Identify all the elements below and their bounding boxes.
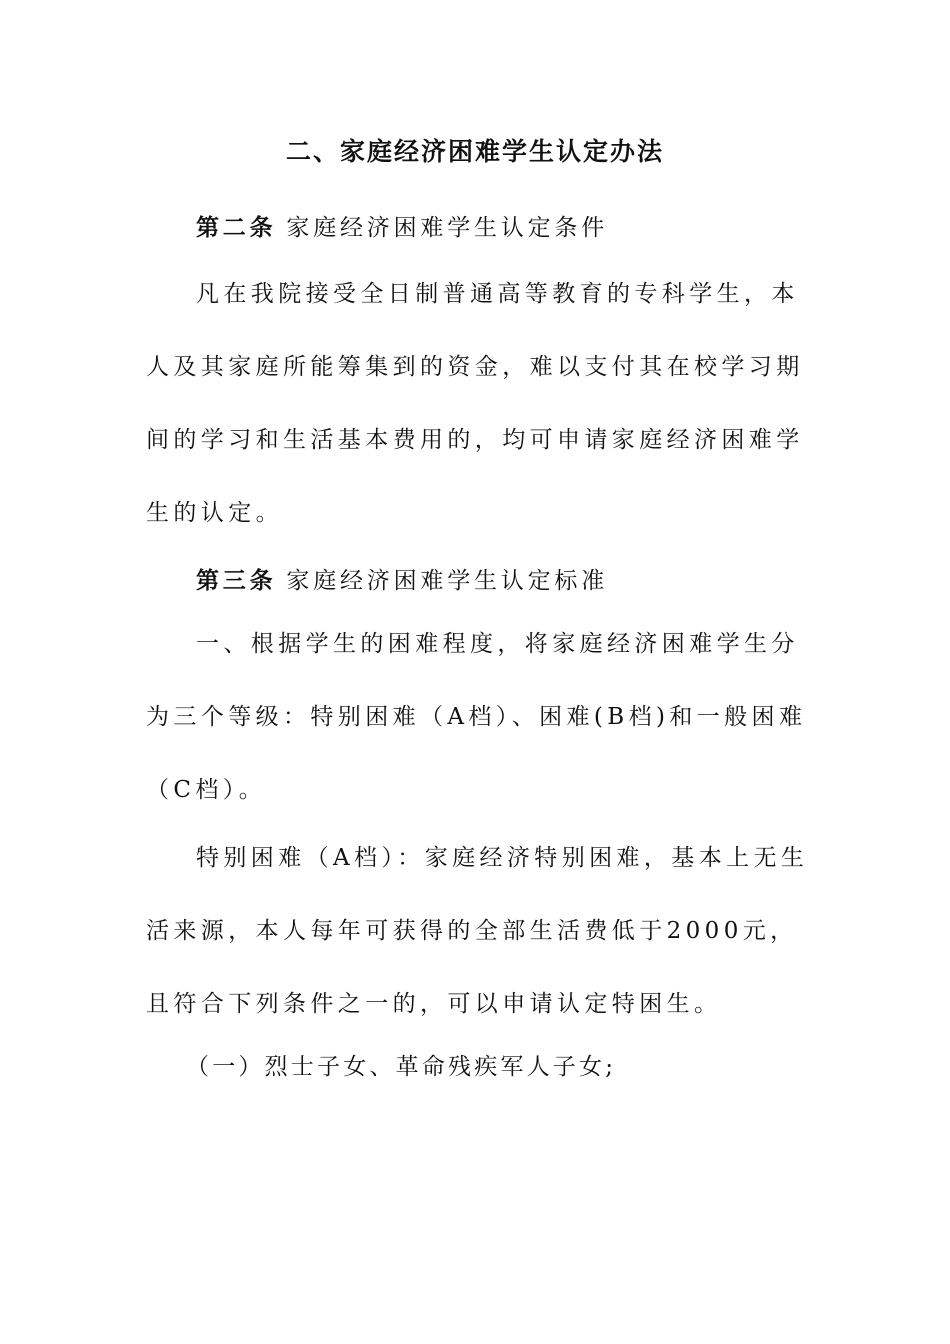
article-3-paragraph-2: 特别困难（A档）：家庭经济特别困难，基本上无生活来源，本人每年可获得的全部生活费低于2000元，且符合下列条件之一的，可以申请认定特困生。: [146, 845, 809, 1017]
article-3-number: 第三条: [196, 567, 277, 594]
article-3-paragraph-1: 一、根据学生的困难程度，将家庭经济困难学生分为三个等级：特别困难（A档）、困难(B档)和一般困难（C档）。: [146, 631, 807, 803]
article-2-heading: [196, 210, 608, 246]
article-3-heading: [196, 563, 608, 599]
article-3-title: 家庭经济困难学生认定标准: [286, 568, 609, 594]
list-item: （一）烈士子女、革命残疾军人子女;: [186, 1054, 617, 1080]
page-title: 二、家庭经济困难学生认定办法: [285, 137, 664, 166]
article-2-number: 第二条: [196, 214, 277, 241]
article-2-paragraph: 凡在我院接受全日制普通高等教育的专科学生，本人及其家庭所能筹集到的资金，难以支付其在校学习期间的学习和生活基本费用的，均可申请家庭经济困难学生的认定。: [146, 281, 804, 526]
article-2-title: 家庭经济困难学生认定条件: [286, 215, 609, 241]
